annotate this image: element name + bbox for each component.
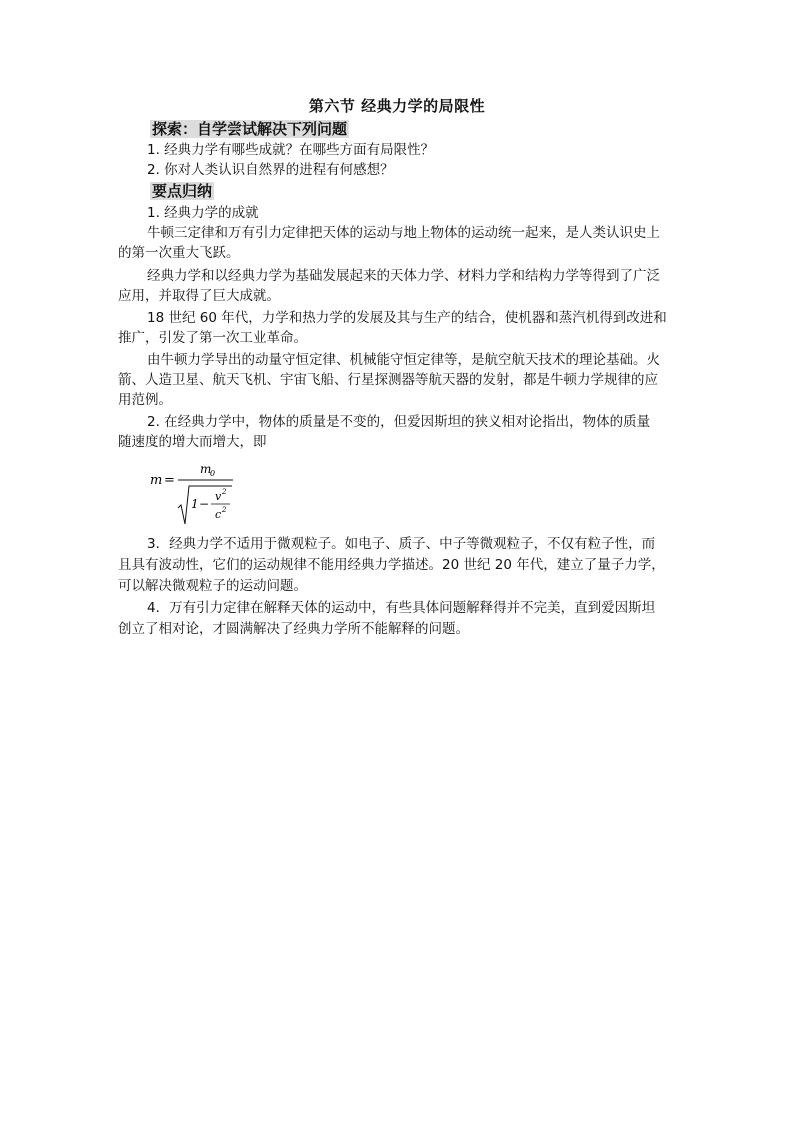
question-1: 1. 经典力学有哪些成就？在哪些方面有局限性？ <box>147 142 435 158</box>
paragraph-line: 可以解决微观粒子的运动问题。 <box>118 578 307 594</box>
paragraph-line: 牛顿三定律和万有引力定律把天体的运动与地上物体的运动统一起来，是人类认识史上 <box>147 225 660 241</box>
paragraph-line: 随速度的增大而增大，即 <box>118 434 267 450</box>
explore-heading-text: 探索：自学尝试解决下列问题 <box>152 120 348 138</box>
paragraph-line: 箭、人造卫星、航天飞机、宇宙飞船、行星探测器等航天器的发射，都是牛顿力学规律的应 <box>118 372 658 388</box>
paragraph-line: 经典力学和以经典力学为基础发展起来的天体力学、材料力学和结构力学等得到了广泛 <box>147 268 660 284</box>
point1-title: 1. 经典力学的成就 <box>147 205 259 221</box>
summary-heading <box>150 180 214 201</box>
paragraph-line: 2. 在经典力学中，物体的质量是不变的，但爱因斯坦的狭义相对论指出，物体的质量 <box>147 414 651 430</box>
formula-v: v <box>215 490 222 503</box>
paragraph-line: 且具有波动性，它们的运动规律不能用经典力学描述。20 世纪 20 年代，建立了量子力学， <box>118 557 665 573</box>
paragraph-line: 3．经典力学不适用于微观粒子。如电子、质子、中子等微观粒子，不仅有粒子性，而 <box>147 536 656 552</box>
formula-numerator: m <box>200 462 212 476</box>
summary-heading-text: 要点归纳 <box>152 182 213 200</box>
paragraph-line: 推广，引发了第一次工业革命。 <box>118 330 307 346</box>
formula-minus: − <box>199 497 210 511</box>
formula-c-exp: 2 <box>222 506 227 514</box>
formula-equals: = <box>164 473 175 488</box>
page-title: 第六节 经典力学的局限性 <box>308 97 486 115</box>
paragraph-line: 创立了相对论，才圆满解决了经典力学所不能解释的问题。 <box>118 621 469 637</box>
paragraph-line: 18 世纪 60 年代，力学和热力学的发展及其与生产的结合，使机器和蒸汽机得到改进和 <box>147 310 667 326</box>
formula-lhs: m <box>150 473 163 488</box>
paragraph-line: 由牛顿力学导出的动量守恒定律、机械能守恒定律等，是航空航天技术的理论基础。火 <box>147 352 660 368</box>
explore-heading <box>150 118 349 139</box>
relativistic-mass-formula <box>148 458 268 528</box>
paragraph-line: 4．万有引力定律在解释天体的运动中，有些具体问题解释得并不完美，直到爱因斯坦 <box>147 600 656 616</box>
formula-v-exp: 2 <box>222 488 227 496</box>
paragraph-line: 用范例。 <box>118 392 172 408</box>
formula-c: c <box>215 508 222 521</box>
paragraph-line: 的第一次重大飞跃。 <box>118 245 240 261</box>
paragraph-line: 应用，并取得了巨大成就。 <box>118 288 280 304</box>
formula-one: 1 <box>191 497 199 511</box>
formula-numerator-sub: 0 <box>210 469 216 478</box>
question-2: 2. 你对人类认识自然界的进程有何感想？ <box>147 162 394 178</box>
